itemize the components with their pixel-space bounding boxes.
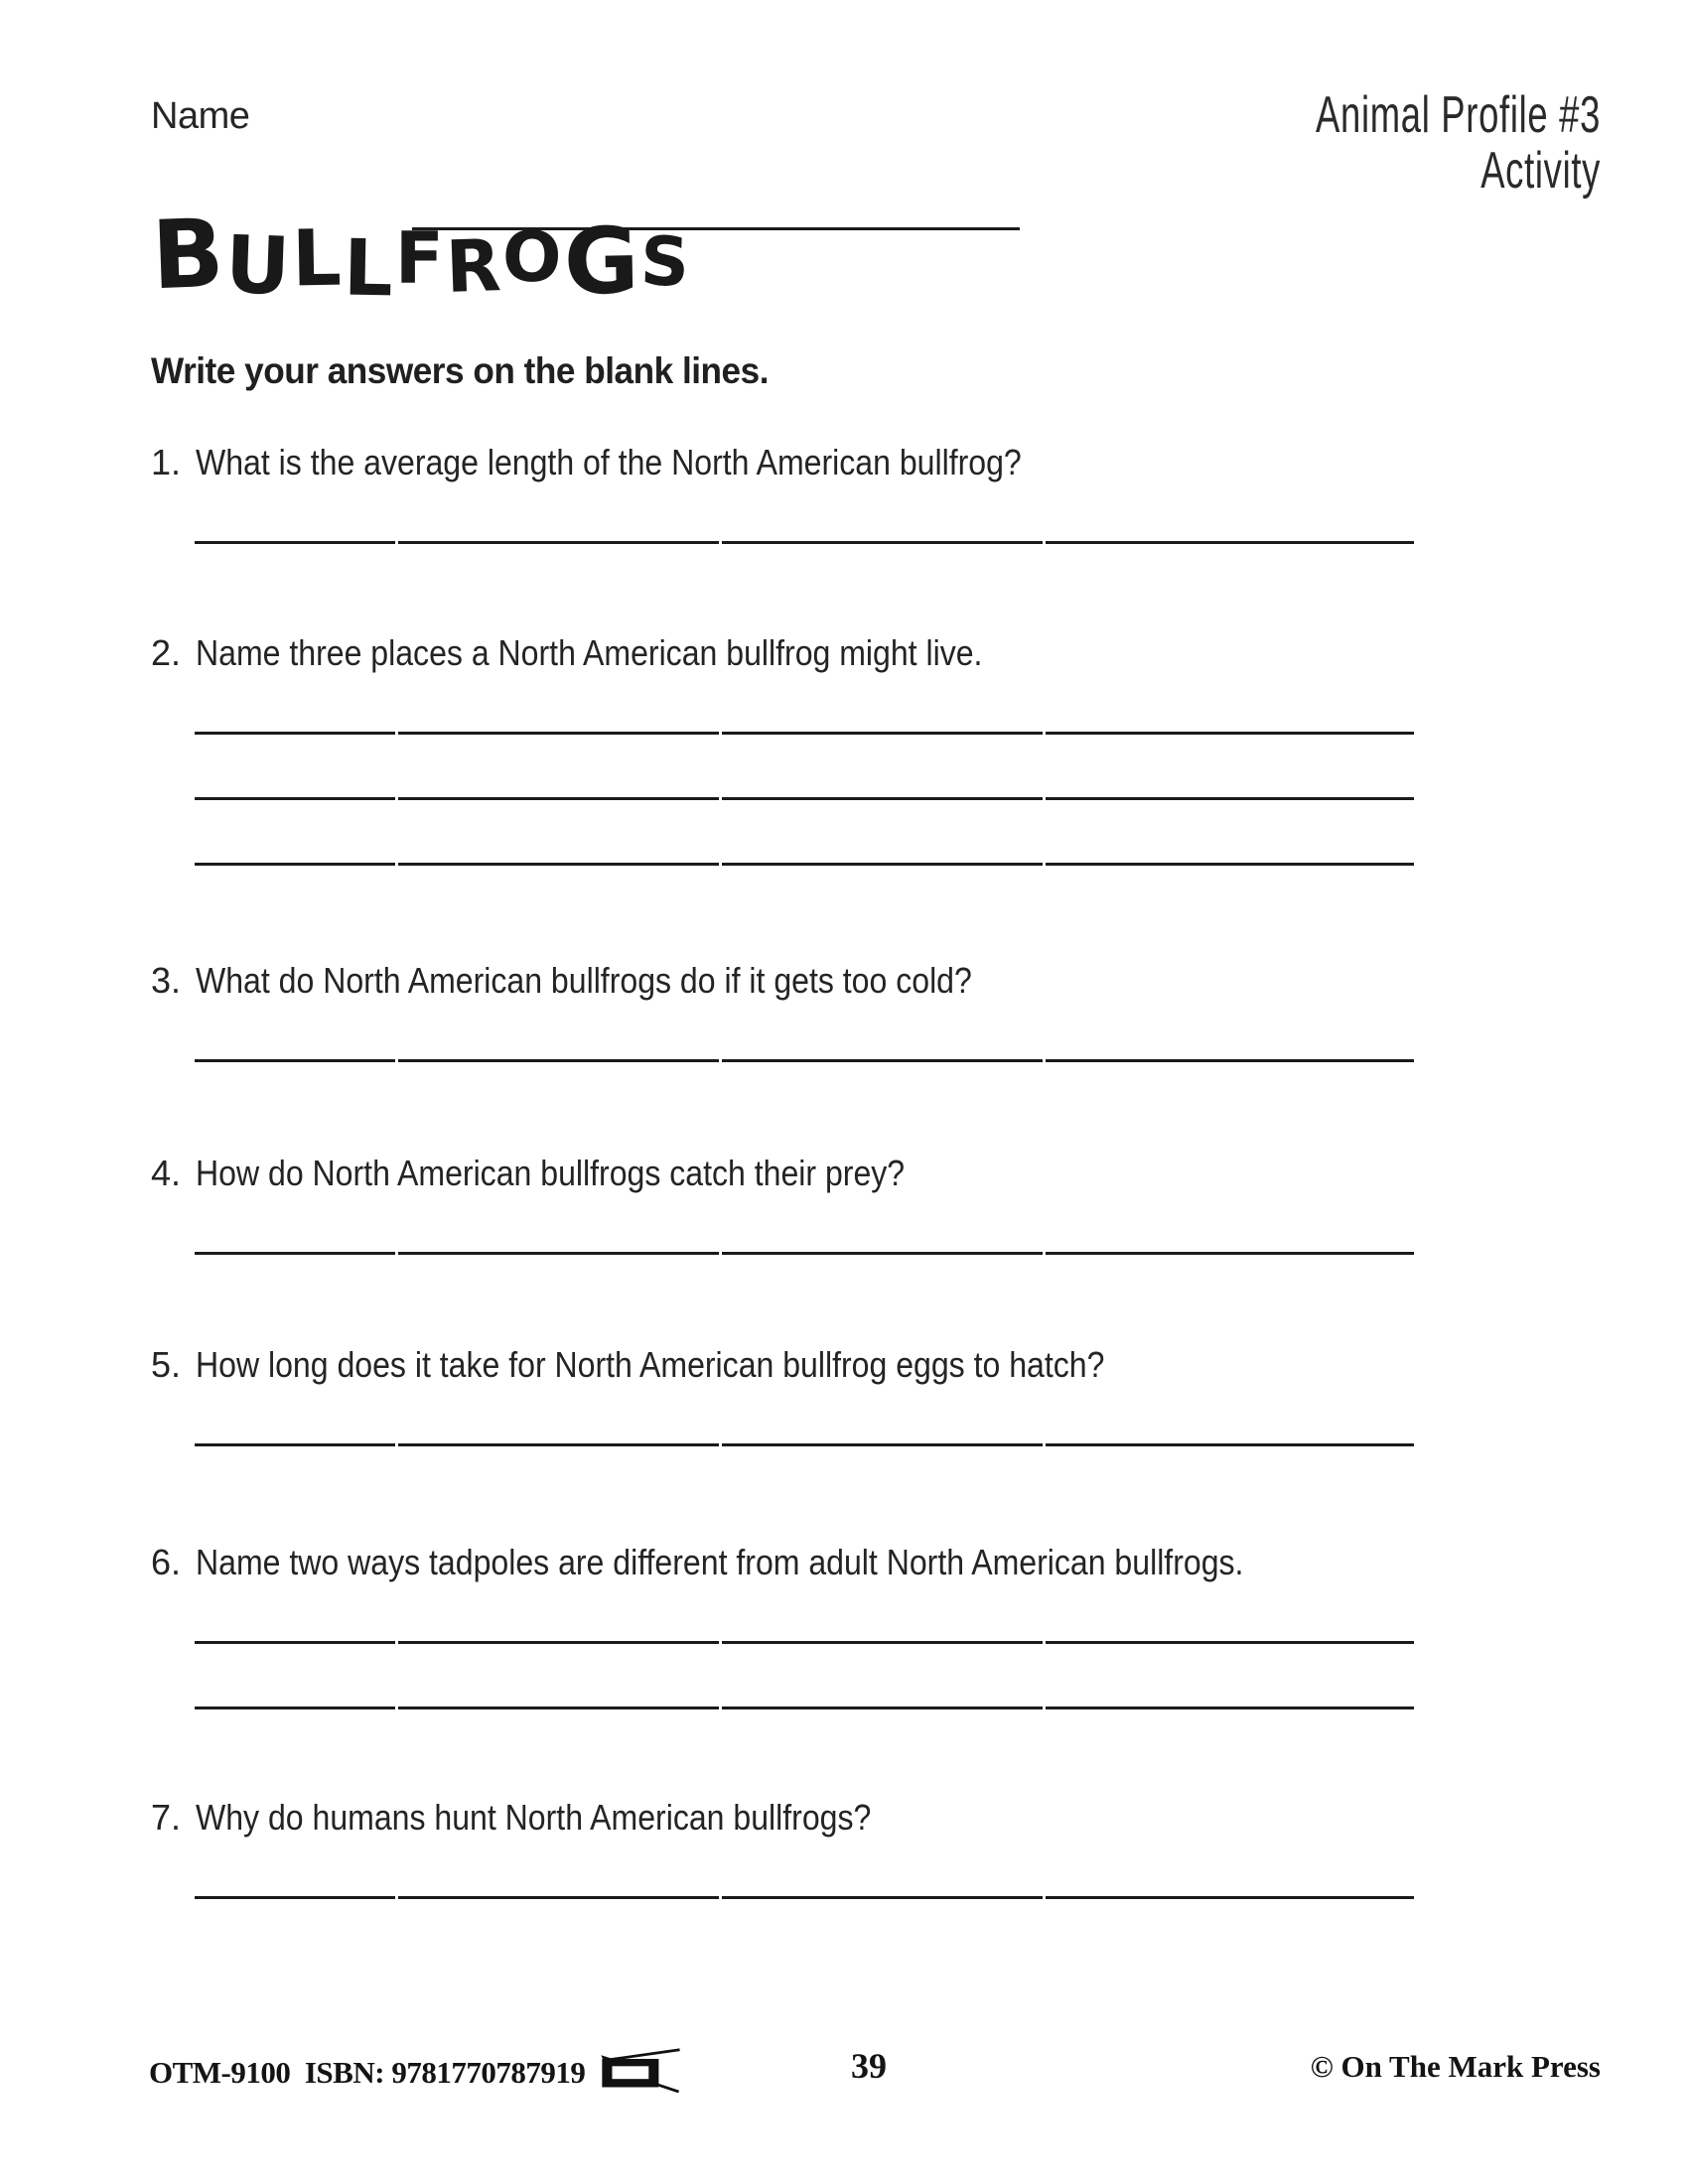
header-line2: Activity bbox=[1480, 142, 1601, 201]
page-number: 39 bbox=[851, 2046, 887, 2086]
question-row bbox=[151, 960, 1414, 1002]
question-number: 7. bbox=[151, 1797, 182, 1838]
question-item bbox=[151, 632, 1414, 928]
title-letter: L bbox=[343, 223, 396, 315]
question-row bbox=[151, 1797, 1414, 1839]
question-text: What is the average length of the North American bullfrog? bbox=[196, 442, 1022, 482]
question-item bbox=[151, 1344, 1414, 1509]
instruction-text: Write your answers on the blank lines. bbox=[151, 350, 769, 391]
footer-copyright: © On The Mark Press bbox=[1310, 2049, 1601, 2084]
question-row bbox=[151, 1542, 1414, 1583]
title-letter: S bbox=[639, 222, 693, 303]
question-text: Name two ways tadpoles are different from adult North American bullfrogs. bbox=[196, 1542, 1244, 1582]
question-number: 5. bbox=[151, 1344, 182, 1385]
question-item bbox=[151, 442, 1414, 607]
question-row bbox=[151, 632, 1414, 674]
header-line1: Animal Profile #3 bbox=[1315, 86, 1601, 144]
answer-line bbox=[195, 732, 1414, 735]
question-row bbox=[151, 1344, 1414, 1386]
question-item bbox=[151, 1542, 1414, 1772]
title-letter: O bbox=[501, 214, 566, 300]
answer-line bbox=[195, 1706, 1414, 1709]
question-text: Name three places a North American bullfrog might live. bbox=[196, 632, 983, 673]
question-text: What do North American bullfrogs do if it gets too cold? bbox=[196, 960, 972, 1001]
name-label: Name bbox=[151, 95, 250, 137]
title-letter: B bbox=[150, 199, 228, 312]
question-text: How do North American bullfrogs catch their prey? bbox=[196, 1153, 906, 1193]
footer bbox=[0, 2037, 1688, 2097]
footer-product-code: OTM-9100 ISBN: 9781770787919 bbox=[149, 2054, 586, 2090]
answer-line bbox=[195, 797, 1414, 800]
title-letter: R bbox=[444, 223, 504, 309]
answer-line bbox=[195, 863, 1414, 866]
question-row bbox=[151, 1153, 1414, 1194]
question-number: 6. bbox=[151, 1542, 182, 1582]
question-text: Why do humans hunt North American bullfrogs? bbox=[196, 1797, 872, 1838]
question-number: 3. bbox=[151, 960, 182, 1001]
question-number: 2. bbox=[151, 632, 182, 673]
title-letter: U bbox=[223, 217, 295, 314]
title-letter: F bbox=[394, 216, 446, 300]
answer-line bbox=[195, 1059, 1414, 1062]
question-text: How long does it take for North American bullfrog eggs to hatch? bbox=[196, 1344, 1105, 1385]
answer-line bbox=[195, 1896, 1414, 1899]
answer-line bbox=[195, 541, 1414, 544]
title-letter: G bbox=[563, 207, 642, 316]
answer-line bbox=[195, 1252, 1414, 1255]
question-item bbox=[151, 1797, 1414, 1962]
question-row bbox=[151, 442, 1414, 483]
question-item bbox=[151, 1153, 1414, 1317]
on-the-mark-press-logo-icon bbox=[599, 2047, 682, 2098]
question-number: 1. bbox=[151, 442, 182, 482]
answer-line bbox=[195, 1641, 1414, 1644]
question-item bbox=[151, 960, 1414, 1125]
title-letter: L bbox=[291, 213, 345, 305]
question-number: 4. bbox=[151, 1153, 182, 1193]
footer-left-group bbox=[149, 2047, 682, 2098]
answer-line bbox=[195, 1443, 1414, 1446]
